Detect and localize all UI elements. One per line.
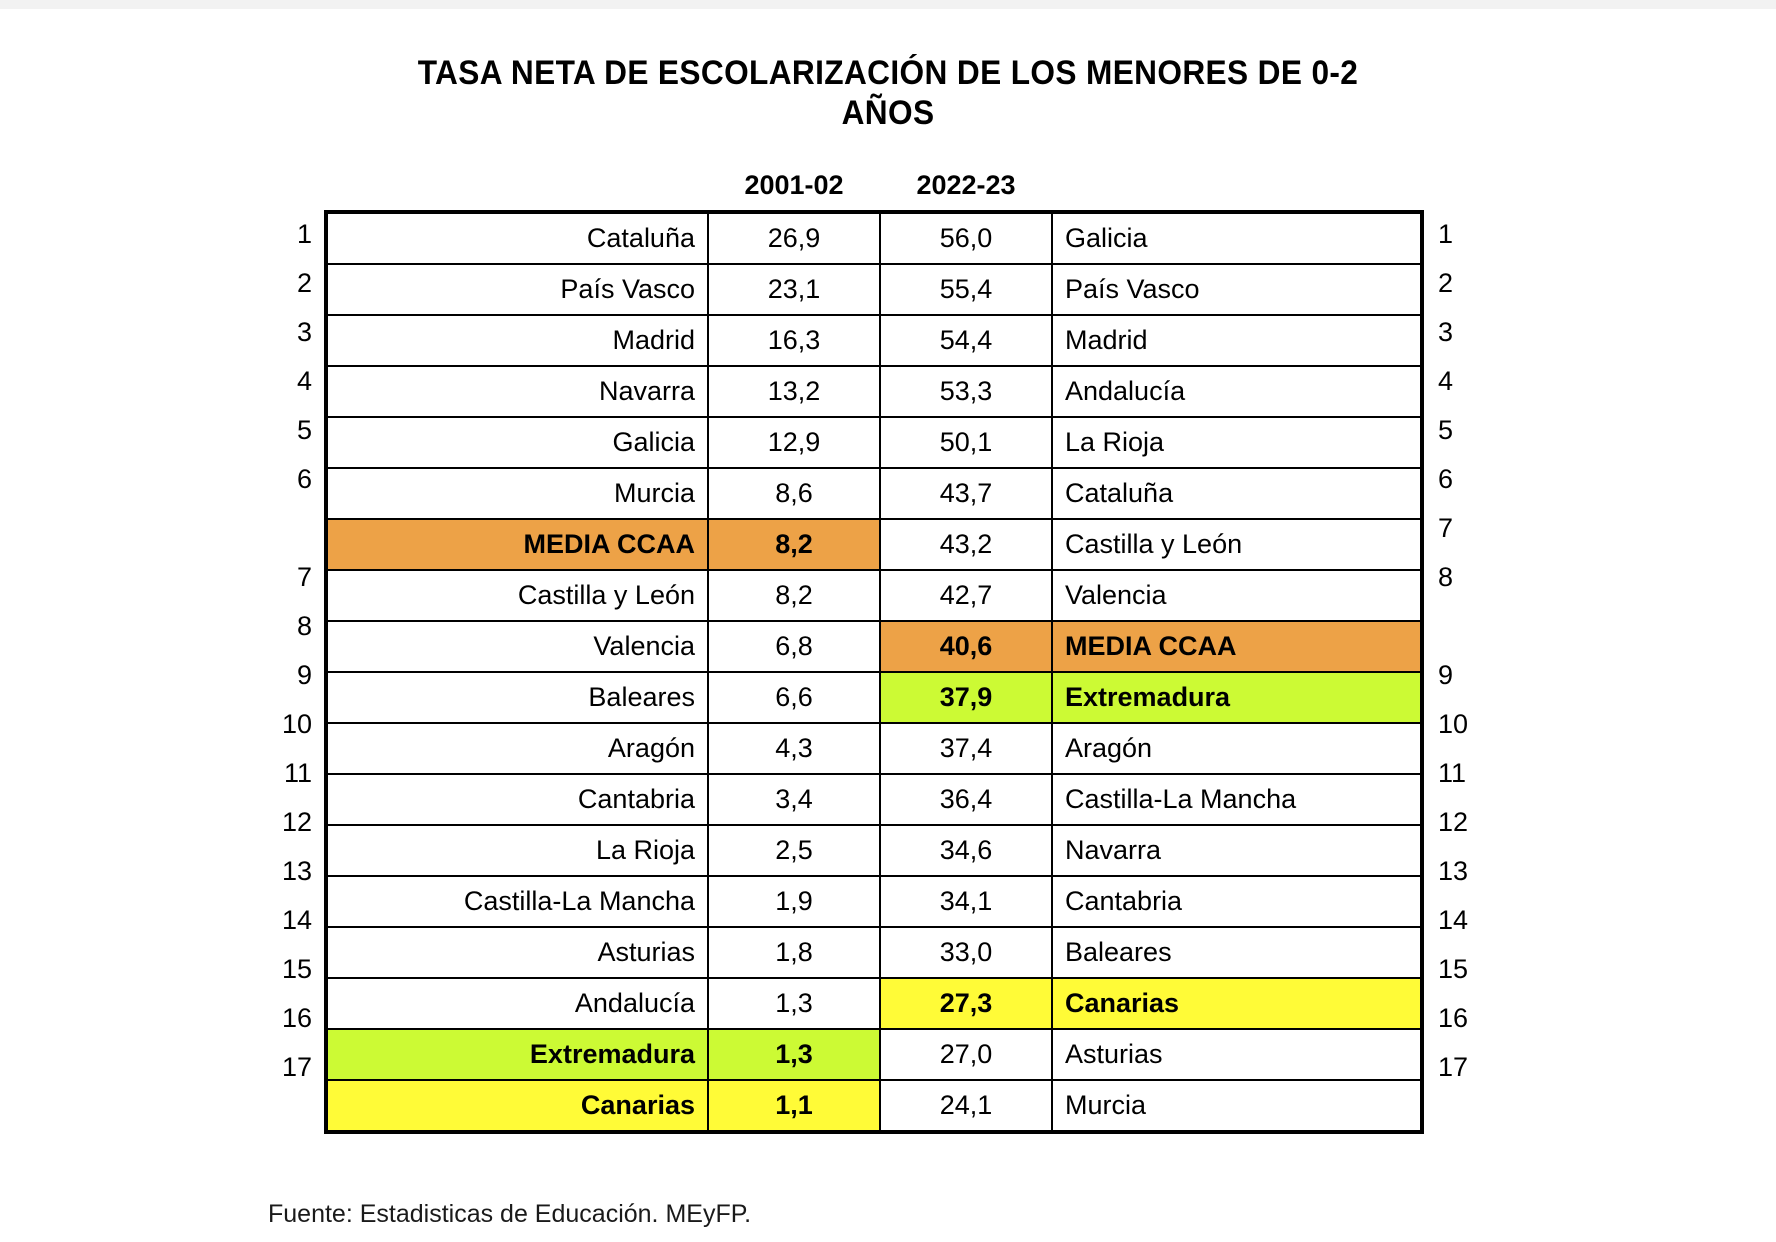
rank-right: 13: [1438, 856, 1469, 887]
cell-value-2001: 1,8: [708, 927, 880, 978]
rank-left: 4: [296, 366, 312, 397]
source-note: Fuente: Estadisticas de Educación. MEyFP.: [268, 1200, 752, 1229]
rank-right: 12: [1438, 807, 1469, 838]
cell-value-2022: 55,4: [880, 264, 1052, 315]
rank-right: 9: [1438, 660, 1454, 691]
table-row: [326, 927, 1422, 978]
table-row: [326, 570, 1422, 621]
cell-name-left: Cantabria: [326, 774, 708, 825]
cell-name-right: La Rioja: [1052, 417, 1422, 468]
rank-gutter-left: [278, 210, 318, 1092]
rank-left: 5: [296, 415, 312, 446]
table-row: [326, 978, 1422, 1029]
cell-name-left: Madrid: [326, 315, 708, 366]
rank-left: 8: [296, 611, 312, 642]
cell-value-2022: 50,1: [880, 417, 1052, 468]
cell-value-2001: 1,3: [708, 978, 880, 1029]
cell-value-2022: 43,7: [880, 468, 1052, 519]
cell-name-left: MEDIA CCAA: [326, 519, 708, 570]
header-year-2001-02: 2001-02: [708, 161, 880, 212]
cell-value-2022: 37,4: [880, 723, 1052, 774]
table-row: [326, 519, 1422, 570]
rank-right: 2: [1438, 268, 1454, 299]
cell-name-left: Andalucía: [326, 978, 708, 1029]
rank-left: 17: [281, 1052, 312, 1083]
document-page: [0, 9, 1776, 1242]
cell-value-2001: 1,1: [708, 1080, 880, 1132]
rank-right: 1: [1438, 219, 1454, 250]
table-header-row: [326, 161, 1422, 212]
rank-right: 11: [1438, 758, 1467, 789]
cell-value-2001: 4,3: [708, 723, 880, 774]
cell-name-left: Extremadura: [326, 1029, 708, 1080]
header-year-2022-23: 2022-23: [880, 161, 1052, 212]
cell-name-left: Murcia: [326, 468, 708, 519]
rank-left: 12: [281, 807, 312, 838]
rank-right: 4: [1438, 366, 1454, 397]
cell-value-2022: 27,0: [880, 1029, 1052, 1080]
cell-name-left: Canarias: [326, 1080, 708, 1132]
cell-name-right: Galicia: [1052, 212, 1422, 264]
cell-value-2022: 24,1: [880, 1080, 1052, 1132]
rank-right: 17: [1438, 1052, 1469, 1083]
rank-left: 11: [283, 758, 312, 789]
cell-value-2001: 23,1: [708, 264, 880, 315]
table-row: [326, 876, 1422, 927]
cell-value-2022: 36,4: [880, 774, 1052, 825]
cell-name-left: Cataluña: [326, 212, 708, 264]
rank-right: 7: [1438, 513, 1454, 544]
cell-name-right: Navarra: [1052, 825, 1422, 876]
cell-name-right: Extremadura: [1052, 672, 1422, 723]
cell-name-right: Castilla y León: [1052, 519, 1422, 570]
table-row: [326, 774, 1422, 825]
table-row: [326, 1080, 1422, 1132]
cell-name-right: Aragón: [1052, 723, 1422, 774]
rank-left: 16: [281, 1003, 312, 1034]
escolarizacion-table: [324, 161, 1424, 1134]
rank-left: 15: [281, 954, 312, 985]
cell-value-2022: 34,1: [880, 876, 1052, 927]
page-title: [62, 9, 1714, 133]
cell-value-2001: 1,3: [708, 1029, 880, 1080]
cell-name-right: Cantabria: [1052, 876, 1422, 927]
rank-left: 6: [296, 464, 312, 495]
table-row: [326, 315, 1422, 366]
cell-value-2001: 1,9: [708, 876, 880, 927]
page-title-line-2: AÑOS: [841, 94, 935, 133]
rank-left: [278, 504, 318, 553]
cell-value-2001: 8,2: [708, 570, 880, 621]
rank-right: 10: [1438, 709, 1469, 740]
table-row: [326, 723, 1422, 774]
cell-value-2022: 34,6: [880, 825, 1052, 876]
table-row: [326, 264, 1422, 315]
cell-value-2001: 3,4: [708, 774, 880, 825]
rank-left: 3: [296, 317, 312, 348]
cell-value-2022: 53,3: [880, 366, 1052, 417]
cell-value-2001: 13,2: [708, 366, 880, 417]
rank-left: 1: [296, 219, 312, 250]
table-row: [326, 366, 1422, 417]
header-blank-right: [1052, 161, 1422, 212]
table-row: [326, 825, 1422, 876]
cell-value-2022: 42,7: [880, 570, 1052, 621]
cell-value-2022: 40,6: [880, 621, 1052, 672]
cell-value-2001: 12,9: [708, 417, 880, 468]
rank-right: 14: [1438, 905, 1469, 936]
rank-right: [1428, 602, 1468, 651]
cell-name-right: País Vasco: [1052, 264, 1422, 315]
cell-name-right: Valencia: [1052, 570, 1422, 621]
table-header: [326, 161, 1422, 212]
rank-left: 2: [296, 268, 312, 299]
table-row: [326, 621, 1422, 672]
cell-name-right: Cataluña: [1052, 468, 1422, 519]
cell-name-right: Castilla-La Mancha: [1052, 774, 1422, 825]
rank-left: 10: [281, 709, 312, 740]
rank-left: 13: [281, 856, 312, 887]
cell-name-left: Navarra: [326, 366, 708, 417]
cell-name-left: La Rioja: [326, 825, 708, 876]
rank-left: 14: [281, 905, 312, 936]
cell-value-2001: 8,2: [708, 519, 880, 570]
cell-value-2022: 54,4: [880, 315, 1052, 366]
rank-right: 6: [1438, 464, 1454, 495]
cell-name-left: Baleares: [326, 672, 708, 723]
page-title-line-1: TASA NETA DE ESCOLARIZACIÓN DE LOS MENORES DE 0-2: [417, 54, 1359, 92]
rank-right: 15: [1438, 954, 1469, 985]
table-row: [326, 1029, 1422, 1080]
cell-name-left: Galicia: [326, 417, 708, 468]
cell-value-2001: 6,8: [708, 621, 880, 672]
table-area: [278, 161, 1498, 1134]
cell-value-2022: 37,9: [880, 672, 1052, 723]
rank-right: 3: [1438, 317, 1454, 348]
cell-name-left: Castilla y León: [326, 570, 708, 621]
table-body: [326, 212, 1422, 1132]
cell-name-left: Asturias: [326, 927, 708, 978]
cell-name-right: Canarias: [1052, 978, 1422, 1029]
table-row: [326, 417, 1422, 468]
cell-value-2001: 16,3: [708, 315, 880, 366]
table-row: [326, 672, 1422, 723]
cell-value-2001: 8,6: [708, 468, 880, 519]
cell-name-right: Andalucía: [1052, 366, 1422, 417]
header-blank-left: [326, 161, 708, 212]
cell-name-right: MEDIA CCAA: [1052, 621, 1422, 672]
cell-name-left: Castilla-La Mancha: [326, 876, 708, 927]
table-row: [326, 212, 1422, 264]
cell-name-right: Baleares: [1052, 927, 1422, 978]
cell-value-2022: 33,0: [880, 927, 1052, 978]
table-row: [326, 468, 1422, 519]
cell-value-2001: 2,5: [708, 825, 880, 876]
cell-name-right: Asturias: [1052, 1029, 1422, 1080]
cell-value-2022: 43,2: [880, 519, 1052, 570]
rank-gutter-right: [1428, 210, 1468, 1092]
rank-right: 5: [1438, 415, 1454, 446]
rank-right: 16: [1438, 1003, 1469, 1034]
cell-value-2001: 6,6: [708, 672, 880, 723]
cell-value-2022: 27,3: [880, 978, 1052, 1029]
cell-name-left: País Vasco: [326, 264, 708, 315]
cell-name-left: Aragón: [326, 723, 708, 774]
cell-name-right: Madrid: [1052, 315, 1422, 366]
rank-right: 8: [1438, 562, 1454, 593]
rank-left: 7: [296, 562, 312, 593]
cell-name-left: Valencia: [326, 621, 708, 672]
cell-value-2001: 26,9: [708, 212, 880, 264]
cell-name-right: Murcia: [1052, 1080, 1422, 1132]
rank-left: 9: [296, 660, 312, 691]
cell-value-2022: 56,0: [880, 212, 1052, 264]
